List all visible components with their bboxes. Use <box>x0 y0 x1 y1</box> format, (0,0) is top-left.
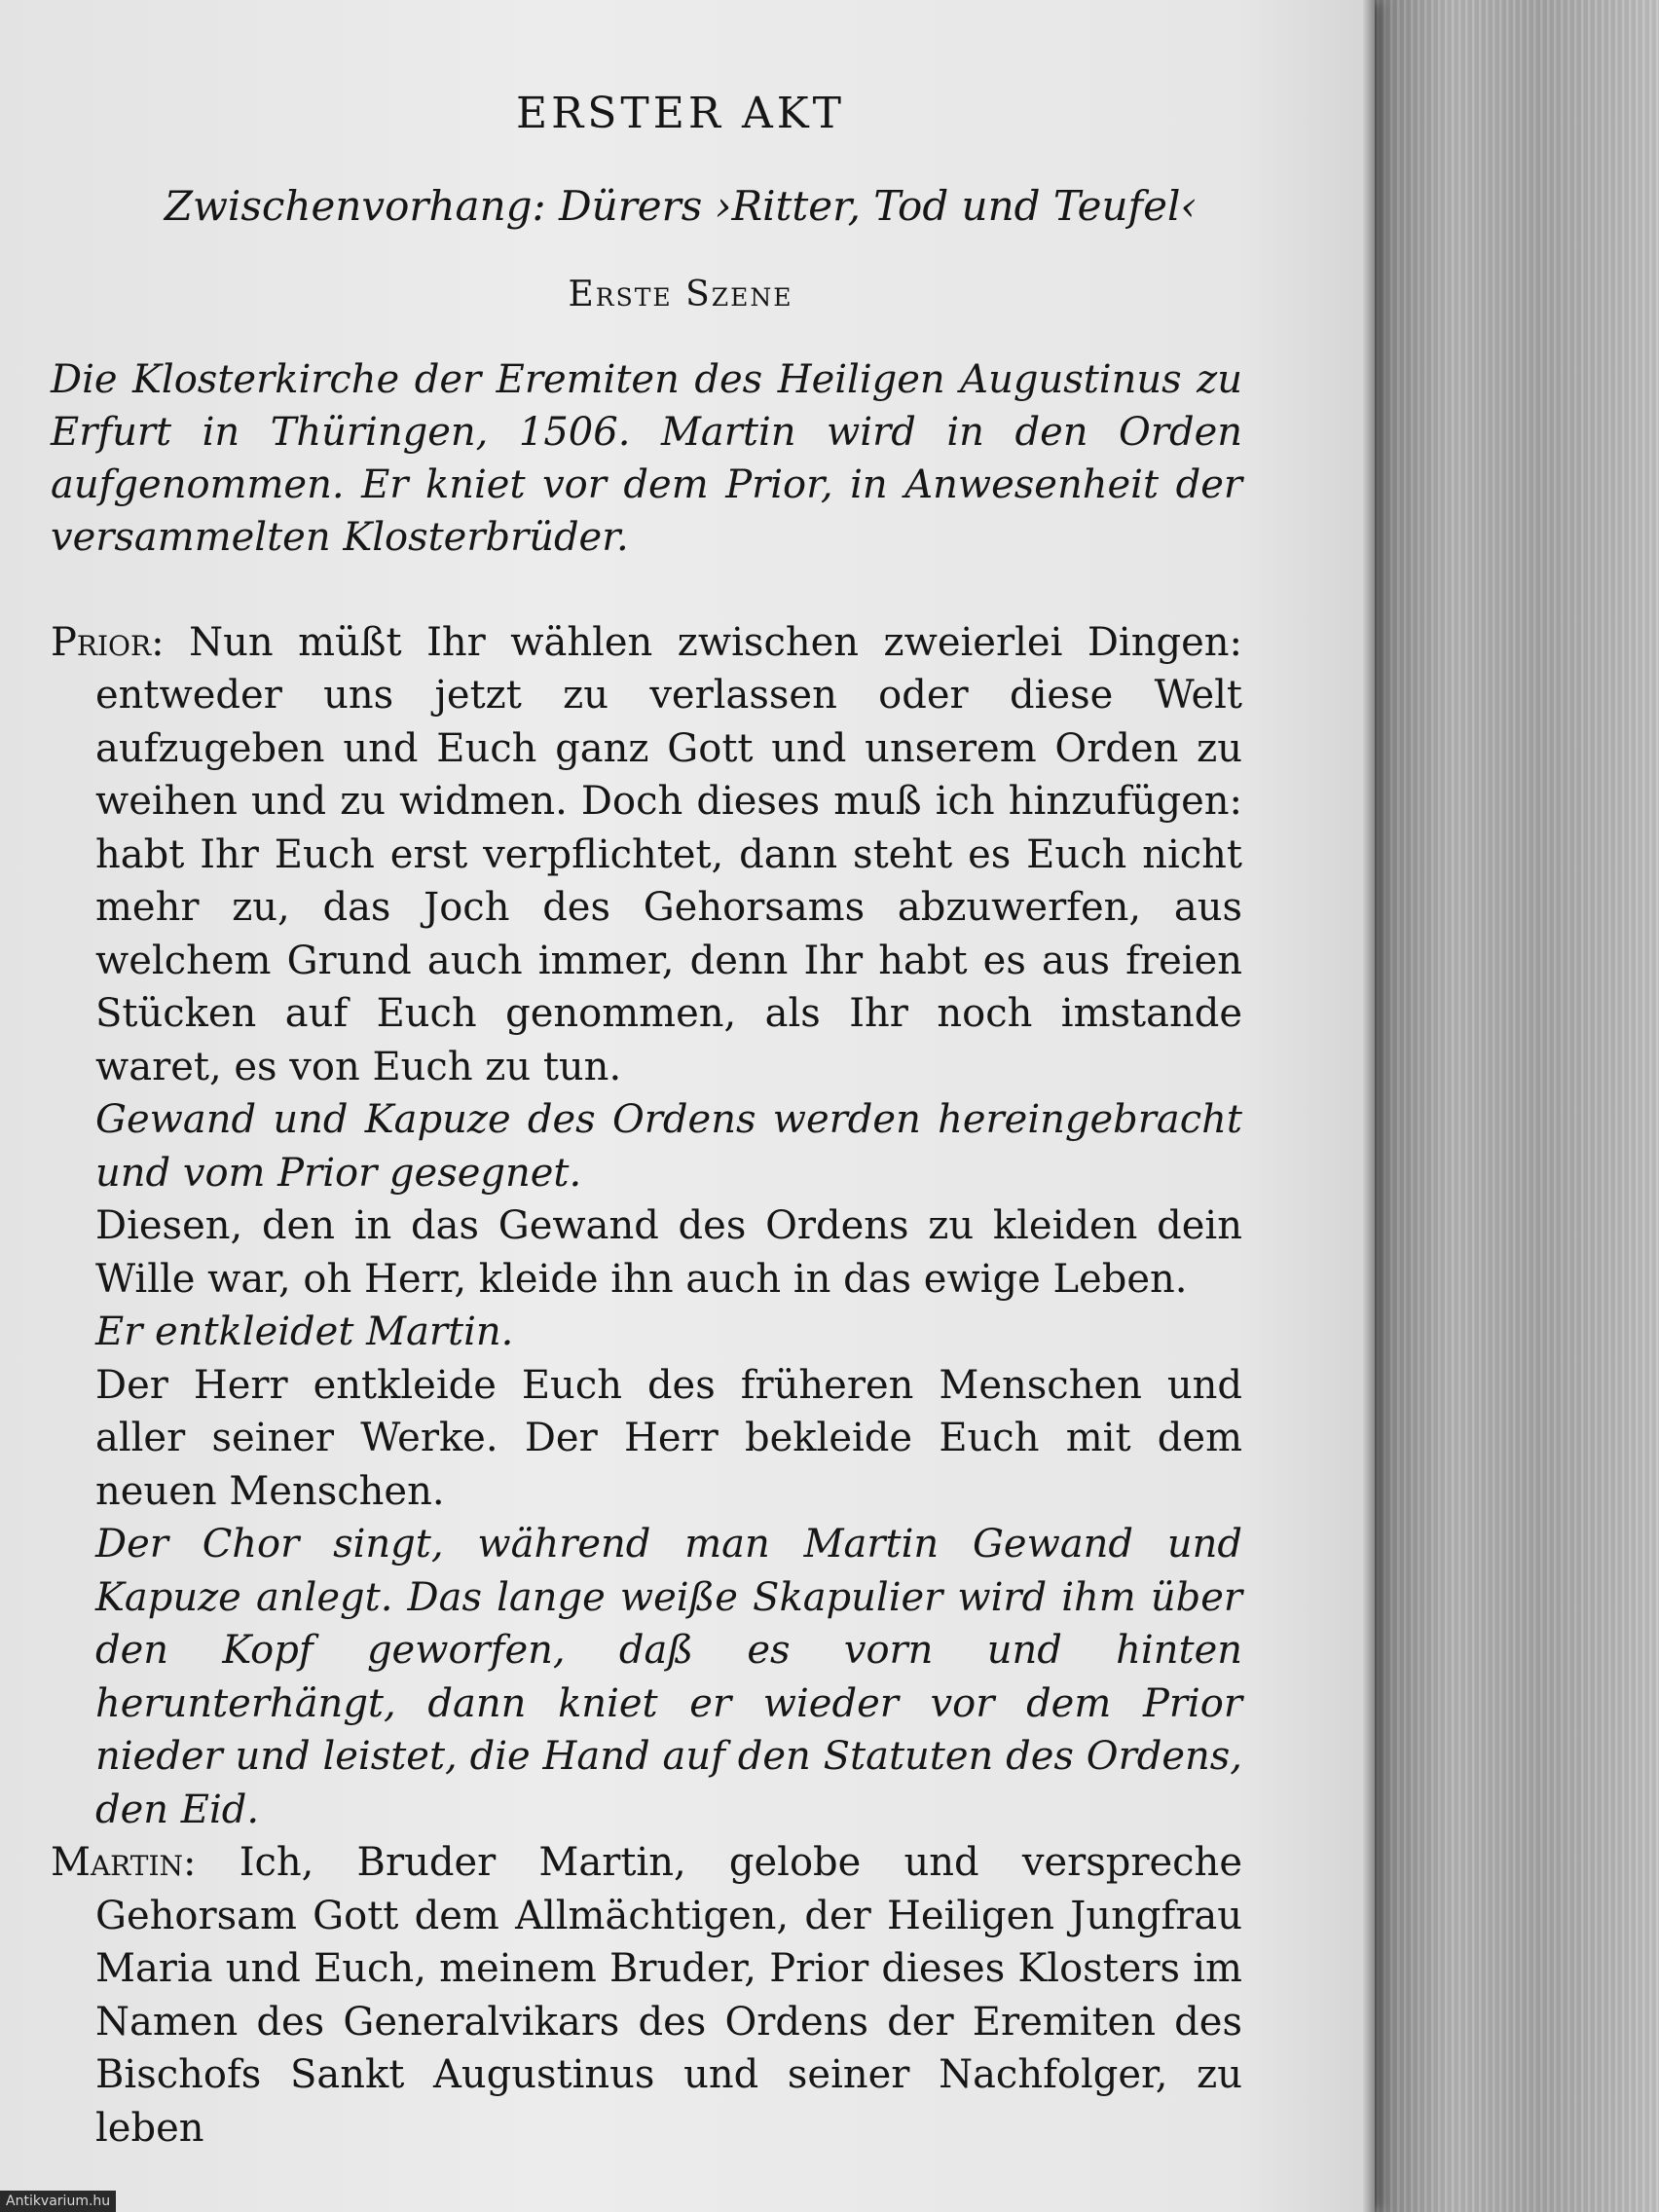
page-edge <box>1363 0 1375 2212</box>
page-text <box>51 76 1242 2155</box>
curtain-note: Zwischenvorhang: Dürers ›Ritter, Tod und Teufel‹ <box>164 182 1198 231</box>
wooden-backdrop <box>1363 0 1659 2212</box>
prior-line-2: Diesen, den in das Gewand des Ordens zu kleiden dein Wille war, oh Herr, kleide ihn auch in das ewige Leben. <box>95 1203 1242 1302</box>
stage-direction-3: Der Chor singt, während man Martin Gewand und Kapuze anlegt. Das lange weiße Skapulier wird ihm über den Kopf geworfen, daß es vorn und hinten herunterhängt, dann kniet er wieder vor dem Prior nieder und leistet, die Hand auf den Statuten des Ordens, den Eid. <box>95 1522 1242 1832</box>
prior-speech <box>51 616 1242 1094</box>
stage-direction-1: Gewand und Kapuze des Ordens werden hereingebracht und vom Prior gesegnet. <box>95 1097 1242 1196</box>
prior-line-1: Nun müßt Ihr wählen zwischen zweierlei Dingen: entweder uns jetzt zu verlassen oder diese Welt aufzugeben und Euch ganz Gott und unserem Orden zu weihen und zu widmen. Doch dieses muß ich hinzufügen: habt Ihr Euch erst verpflichtet, dann steht es Euch nicht mehr zu, das Joch des Gehorsams abzuwerfen, aus welchem Grund auch immer, denn Ihr habt es aus freien Stücken auf Euch genommen, als Ihr noch imstande waret, es von Euch zu tun. <box>95 619 1242 1089</box>
scene-title: Erste Szene <box>568 274 793 314</box>
martin-line-1: Ich, Bruder Martin, gelobe und verspreche Gehorsam Gott dem Allmächtigen, der Heiligen Jungfrau Maria und Euch, meinem Bruder, Prior dieses Klosters im Namen des Generalvikars des Ordens der Eremiten des Bischofs Sankt Augustinus und seiner Nachfolger, zu leben <box>95 1840 1242 2151</box>
martin-speech <box>51 1836 1242 2155</box>
speaker-prior: Prior: <box>51 619 165 665</box>
act-title: ERSTER AKT <box>516 89 845 138</box>
prior-line-3: Der Herr entkleide Euch des früheren Menschen und aller seiner Werke. Der Herr bekleide Euch mit dem neuen Menschen. <box>95 1362 1242 1514</box>
scene-direction: Die Klosterkirche der Eremiten des Heiligen Augustinus zu Erfurt in Thüringen, 1506. Martin wird in den Orden aufgenommen. Er kniet vor dem Prior, in Anwesenheit der versammelten Klosterbrüder. <box>51 356 1242 560</box>
stage-direction-2: Er entkleidet Martin. <box>95 1309 514 1355</box>
watermark: Antikvarium.hu <box>0 2191 116 2212</box>
speaker-martin: Martin: <box>51 1840 197 1886</box>
